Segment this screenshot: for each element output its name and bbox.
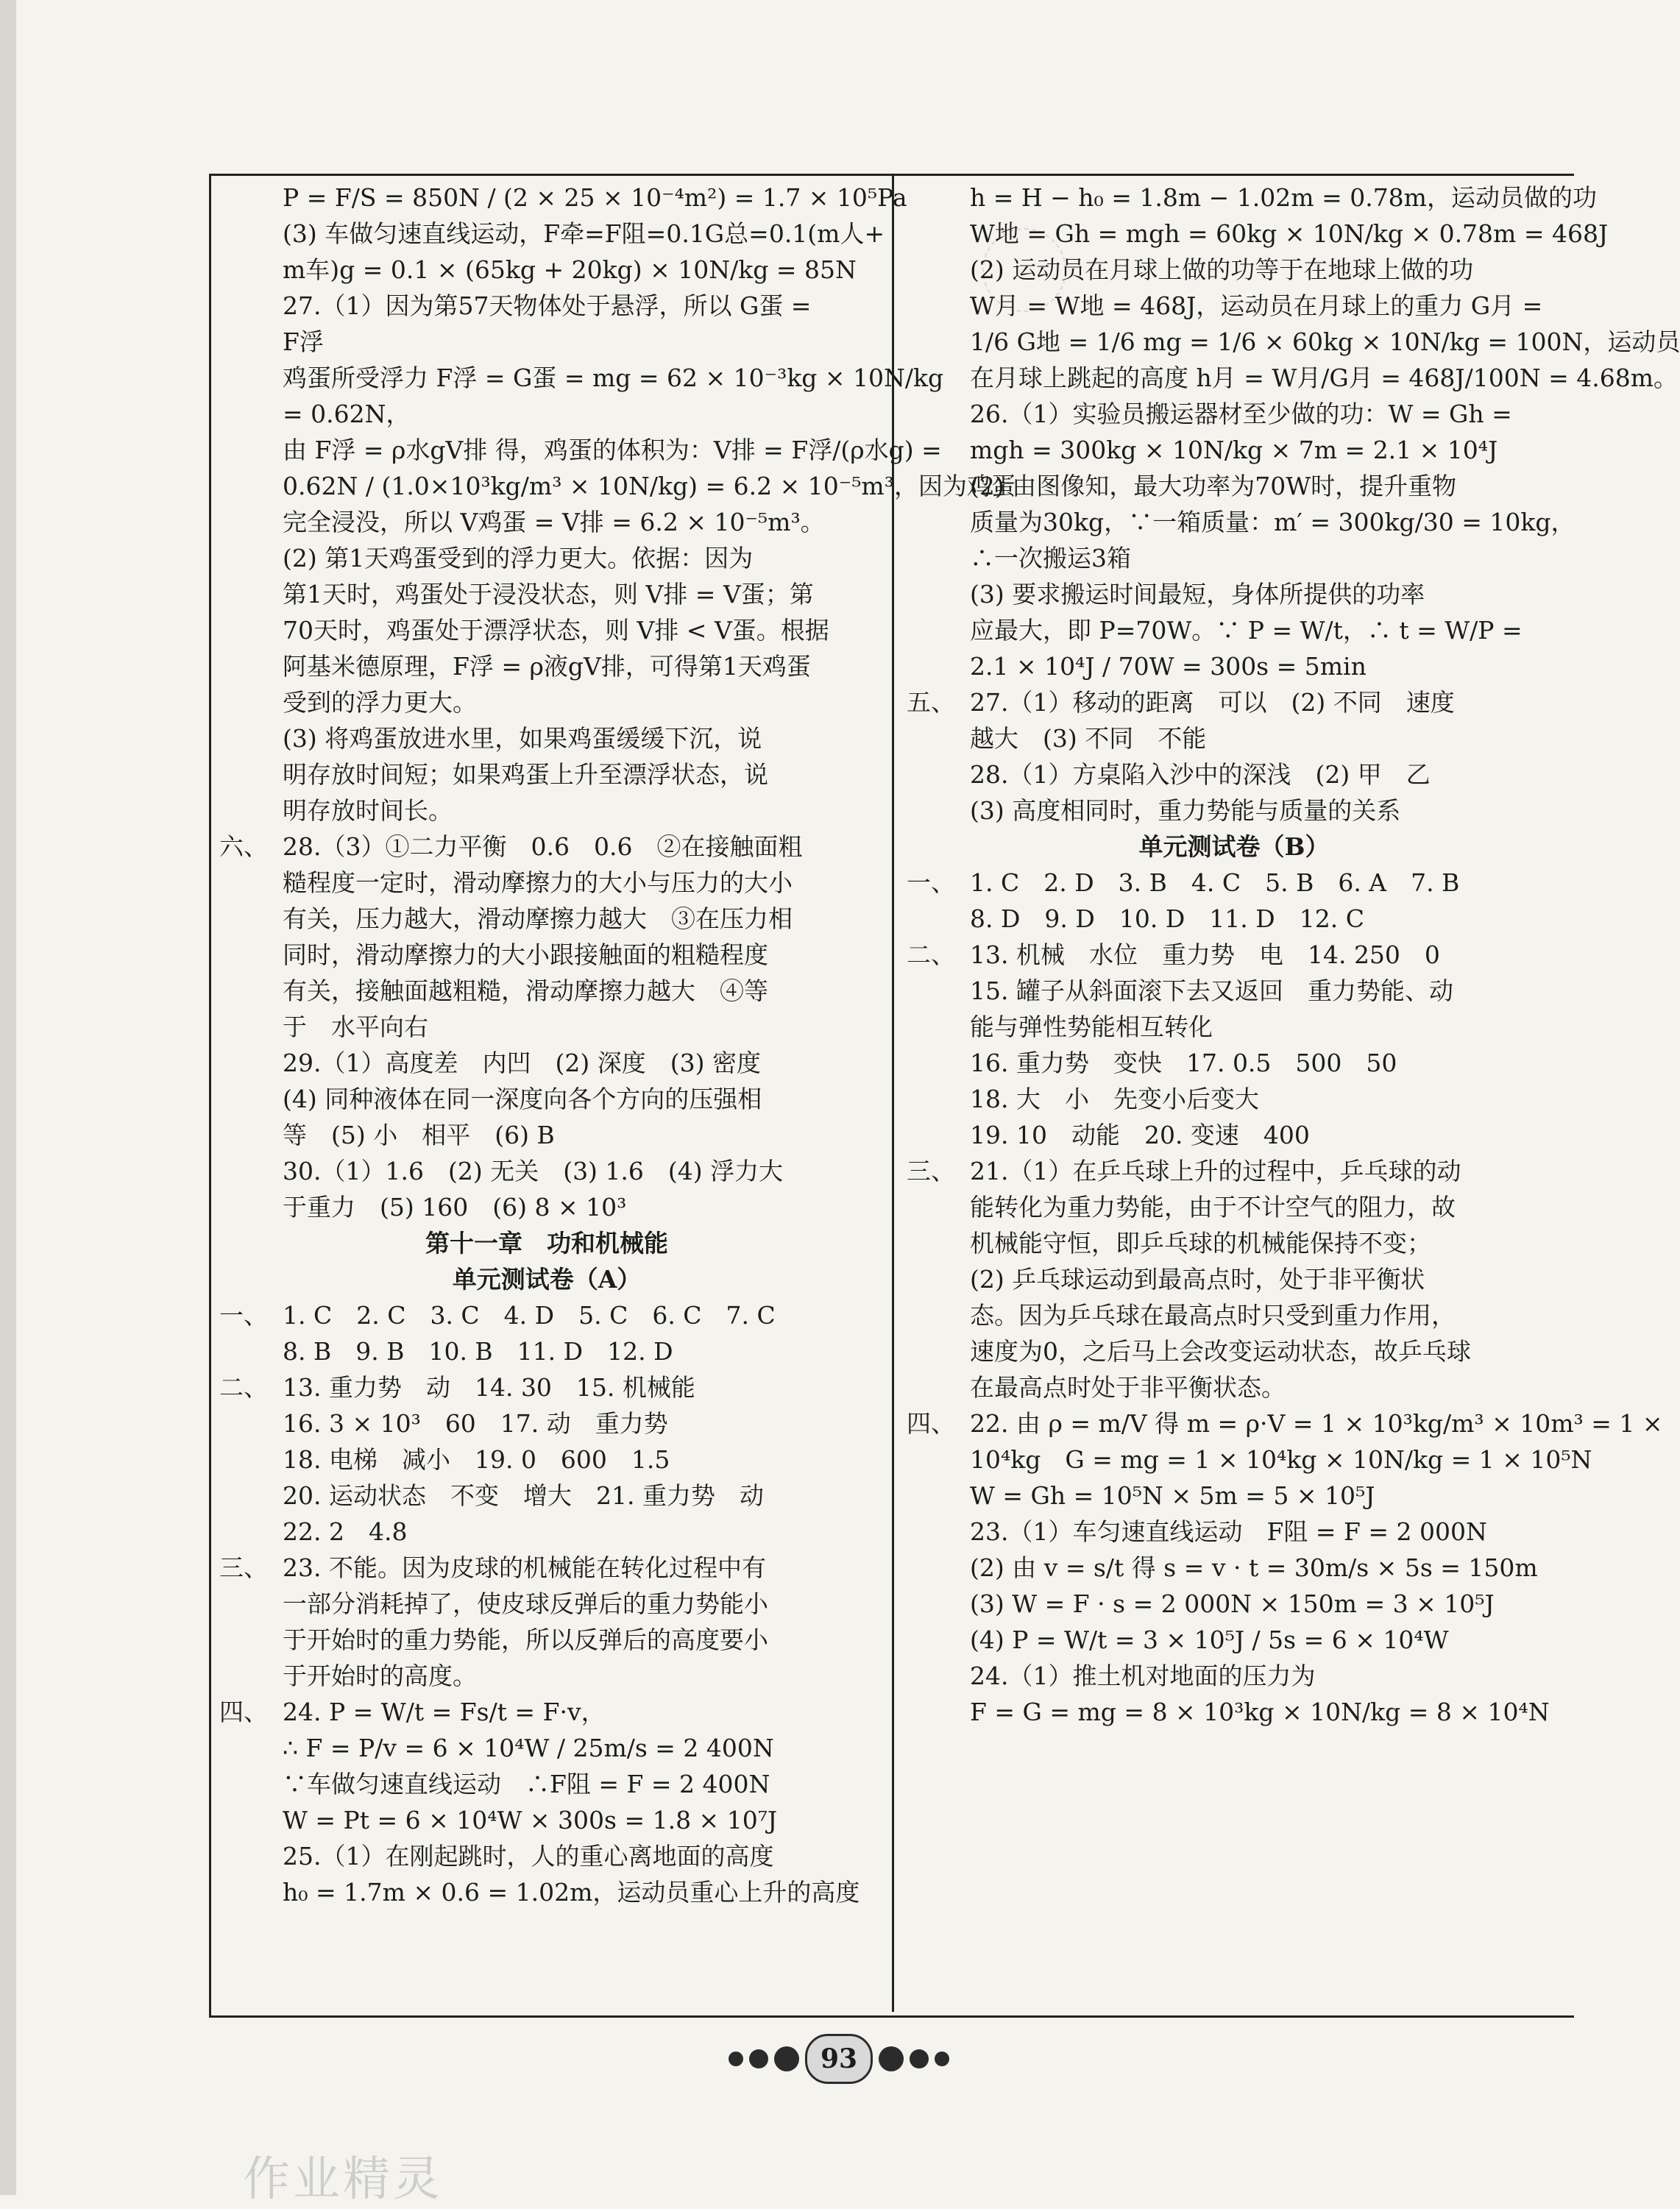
line-text: F浮	[283, 327, 324, 356]
line-text: 28.（3）①二力平衡 0.6 0.6 ②在接触面粗	[283, 832, 803, 861]
line-text: 22. 由 ρ = m/V 得 m = ρ·V = 1 × 10³kg/m³ × 10m³ = 1 ×	[970, 1409, 1663, 1438]
right-line	[907, 288, 1562, 324]
line-text: 25.（1）在刚起跳时，人的重心离地面的高度	[283, 1842, 774, 1871]
decor-dot	[910, 2049, 929, 2068]
line-text: 能与弹性势能相互转化	[970, 1013, 1213, 1041]
right-line	[907, 1586, 1562, 1622]
right-line	[907, 360, 1678, 396]
line-text: (4) P = W/t = 3 × 10⁵J / 5s = 6 × 10⁴W	[970, 1625, 1449, 1654]
line-text: 24.（1）推土机对地面的压力为	[970, 1662, 1316, 1690]
left-line	[219, 432, 942, 468]
right-line	[907, 504, 1576, 540]
decor-dot	[749, 2049, 768, 2068]
line-text: h = H − h₀ = 1.8m − 1.02m = 0.78m，运动员做的功	[970, 183, 1597, 212]
line-text: 27.（1）移动的距离 可以 (2) 不同 速度	[970, 688, 1455, 717]
line-text: 在最高点时处于非平衡状态。	[970, 1373, 1286, 1402]
right-line	[907, 1117, 1562, 1153]
line-text: 22. 2 4.8	[283, 1517, 408, 1546]
line-text: (2) 由 v = s/t 得 s = v · t = 30m/s × 5s = 150m	[970, 1553, 1538, 1582]
right-line	[907, 1045, 1562, 1081]
line-text: F = G = mg = 8 × 10³kg × 10N/kg = 8 × 10⁴N	[970, 1698, 1550, 1726]
line-text: 于重力 (5) 160 (6) 8 × 10³	[283, 1193, 627, 1221]
line-text: mgh = 300kg × 10N/kg × 7m = 2.1 × 10⁴J	[970, 436, 1498, 464]
line-text: (3) W = F · s = 2 000N × 150m = 3 × 10⁵J	[970, 1589, 1495, 1618]
line-text: 于 水平向右	[283, 1013, 428, 1041]
line-text: 21.（1）在乒乓球上升的过程中，乒乓球的动	[970, 1157, 1461, 1185]
line-text: 70天时，鸡蛋处于漂浮状态，则 V排 < V蛋。根据	[283, 616, 829, 645]
line-text: 1/6 G地 = 1/6 mg = 1/6 × 60kg × 10N/kg = 100N，运动员	[970, 327, 1680, 356]
line-text: 态。因为乒乓球在最高点时只受到重力作用，	[970, 1301, 1456, 1330]
line-text: (2) 第1天鸡蛋受到的浮力更大。依据：因为	[283, 544, 754, 572]
line-text: 2.1 × 10⁴J / 70W = 300s = 5min	[970, 652, 1367, 681]
right-line	[907, 756, 1562, 793]
left-line	[219, 1261, 874, 1297]
line-text: 8. D 9. D 10. D 11. D 12. C	[970, 904, 1364, 933]
left-line	[219, 1730, 874, 1766]
right-line	[907, 576, 1562, 612]
decor-dot	[879, 2046, 904, 2071]
line-text: 单元测试卷（B）	[1138, 832, 1330, 861]
line-text: W = Gh = 10⁵N × 5m = 5 × 10⁵J	[970, 1481, 1375, 1510]
line-text: m车)g = 0.1 × (65kg + 20kg) × 10N/kg = 85N	[283, 255, 857, 284]
line-text: 23.（1）车匀速直线运动 F阻 = F = 2 000N	[970, 1517, 1487, 1546]
line-text: W = Pt = 6 × 10⁴W × 300s = 1.8 × 10⁷J	[283, 1806, 778, 1834]
line-text: 明存放时间短；如果鸡蛋上升至漂浮状态，说	[283, 760, 768, 789]
left-line	[219, 1514, 874, 1550]
line-text: 18. 大 小 先变小后变大	[970, 1085, 1259, 1113]
left-line	[219, 1081, 874, 1117]
left-line	[219, 1838, 874, 1874]
left-line	[219, 973, 874, 1009]
right-line	[907, 1225, 1562, 1261]
left-line	[219, 540, 874, 576]
line-text: 受到的浮力更大。	[283, 688, 477, 717]
right-line	[907, 1622, 1562, 1658]
right-column	[907, 180, 1680, 1730]
line-text: 越大 (3) 不同 不能	[970, 724, 1207, 753]
section-marker: 二、	[907, 940, 955, 969]
left-line	[219, 937, 874, 973]
left-column	[219, 180, 1016, 1910]
decor-dot	[774, 2046, 799, 2071]
left-line	[219, 1405, 874, 1442]
right-line	[907, 829, 1562, 865]
left-line	[219, 1694, 874, 1730]
left-line	[219, 1153, 874, 1189]
left-line	[219, 216, 885, 252]
line-text: 质量为30kg，∵一箱质量：m′ = 300kg/30 = 10kg，	[970, 508, 1576, 536]
section-marker: 五、	[907, 688, 955, 717]
left-line	[219, 1442, 874, 1478]
line-text: 19. 10 动能 20. 变速 400	[970, 1121, 1310, 1149]
right-line	[907, 612, 1562, 648]
left-line	[219, 720, 874, 756]
left-line	[219, 1045, 874, 1081]
line-text: 于开始时的重力势能，所以反弹后的高度要小	[283, 1625, 768, 1654]
right-line	[907, 1189, 1562, 1225]
right-line	[907, 684, 1562, 720]
section-marker: 三、	[907, 1157, 955, 1185]
right-line	[907, 432, 1562, 468]
left-line	[219, 1225, 874, 1261]
right-line	[907, 1333, 1562, 1369]
left-line	[219, 612, 874, 648]
left-line	[219, 252, 874, 288]
line-text: 29.（1）高度差 内凹 (2) 深度 (3) 密度	[283, 1049, 761, 1077]
section-marker: 一、	[219, 1301, 268, 1330]
line-text: 30.（1）1.6 (2) 无关 (3) 1.6 (4) 浮力大	[283, 1157, 784, 1185]
left-line	[219, 504, 874, 540]
right-line	[907, 1694, 1562, 1730]
line-text: 第1天时，鸡蛋处于浸没状态，则 V排 = V蛋；第	[283, 580, 814, 609]
left-line	[219, 756, 874, 793]
right-line	[907, 901, 1562, 937]
left-line	[219, 1802, 874, 1838]
right-line	[907, 1261, 1562, 1297]
left-line	[219, 1009, 874, 1045]
line-text: ∴ F = P/v = 6 × 10⁴W / 25m/s = 2 400N	[283, 1734, 774, 1762]
right-line	[907, 720, 1562, 756]
left-line	[219, 1369, 874, 1405]
right-line	[907, 1153, 1562, 1189]
right-line	[907, 324, 1680, 360]
line-text: 15. 罐子从斜面滚下去又返回 重力势能、动	[970, 976, 1453, 1005]
left-line	[219, 1189, 874, 1225]
right-line	[907, 793, 1562, 829]
line-text: 24. P = W/t = Fs/t = F·v，	[283, 1698, 606, 1726]
right-line	[907, 216, 1609, 252]
section-marker: 三、	[219, 1553, 268, 1582]
right-line	[907, 1405, 1663, 1442]
left-line	[219, 1658, 874, 1694]
right-line	[907, 1369, 1562, 1405]
line-text: 一部分消耗掉了，使皮球反弹后的重力势能小	[283, 1589, 768, 1618]
line-text: W月 = W地 = 468J，运动员在月球上的重力 G月 =	[970, 291, 1543, 320]
left-line	[219, 793, 874, 829]
left-line	[219, 865, 874, 901]
line-text: 有关，压力越大，滑动摩擦力越大 ③在压力相	[283, 904, 793, 933]
left-line	[219, 360, 944, 396]
line-text: 能转化为重力势能，由于不计空气的阻力，故	[970, 1193, 1456, 1221]
line-text: 13. 机械 水位 重力势 电 14. 250 0	[970, 940, 1440, 969]
right-line	[907, 1081, 1562, 1117]
right-line	[907, 865, 1562, 901]
line-text: 在月球上跳起的高度 h月 = W月/G月 = 468J/100N = 4.68m。	[970, 364, 1678, 392]
decor-dot	[935, 2052, 949, 2066]
left-line	[219, 901, 874, 937]
left-line	[219, 468, 1016, 504]
left-line	[219, 1766, 874, 1802]
left-line	[219, 1550, 874, 1586]
line-text: 23. 不能。因为皮球的机械能在转化过程中有	[283, 1553, 766, 1582]
page-edge-shadow	[0, 0, 16, 2195]
decor-dot	[729, 2052, 743, 2066]
section-marker: 二、	[219, 1373, 268, 1402]
line-text: (3) 将鸡蛋放进水里，如果鸡蛋缓缓下沉，说	[283, 724, 762, 753]
line-text: (3) 高度相同时，重力势能与质量的关系	[970, 796, 1401, 825]
left-line	[219, 1586, 874, 1622]
line-text: 13. 重力势 动 14. 30 15. 机械能	[283, 1373, 695, 1402]
line-text: (2) 乒乓球运动到最高点时，处于非平衡状	[970, 1265, 1425, 1294]
right-line	[907, 1478, 1562, 1514]
left-line	[219, 180, 907, 216]
line-text: 速度为0，之后马上会改变运动状态，故乒乓球	[970, 1337, 1471, 1366]
right-line	[907, 468, 1562, 504]
line-text: 27.（1）因为第57天物体处于悬浮，所以 G蛋 =	[283, 291, 812, 320]
line-text: 8. B 9. B 10. B 11. D 12. D	[283, 1337, 673, 1366]
line-text: 有关，接触面越粗糙，滑动摩擦力越大 ④等	[283, 976, 768, 1005]
line-text: 应最大，即 P=70W。∵ P = W/t，∴ t = W/P =	[970, 616, 1523, 645]
section-marker: 四、	[219, 1698, 268, 1726]
right-line	[907, 252, 1562, 288]
page-number-bar	[684, 2033, 993, 2085]
left-line	[219, 1333, 874, 1369]
watermark: 作业精灵	[243, 2152, 443, 2207]
line-text: 16. 重力势 变快 17. 0.5 500 50	[970, 1049, 1397, 1077]
line-text: 10⁴kg G = mg = 1 × 10⁴kg × 10N/kg = 1 × 10⁵N	[970, 1445, 1592, 1474]
line-text: (3) 要求搬运时间最短，身体所提供的功率	[970, 580, 1425, 609]
left-line	[219, 684, 874, 720]
line-text: 于开始时的高度。	[283, 1662, 477, 1690]
left-line	[219, 288, 874, 324]
line-text: 阿基米德原理，F浮 = ρ液gV排，可得第1天鸡蛋	[283, 652, 811, 681]
line-text: 26.（1）实验员搬运器材至少做的功：W = Gh =	[970, 400, 1512, 428]
page-number: 93	[805, 2034, 873, 2084]
right-line	[907, 1297, 1562, 1333]
line-text: 28.（1）方桌陷入沙中的深浅 (2) 甲 乙	[970, 760, 1431, 789]
line-text: ∴一次搬运3箱	[970, 544, 1131, 572]
line-text: 0.62N / (1.0×10³kg/m³ × 10N/kg) = 6.2 × 10⁻⁵m³，因为鸡蛋	[283, 472, 1016, 500]
line-text: (2) 由图像知，最大功率为70W时，提升重物	[970, 472, 1457, 500]
line-text: P = F/S = 850N / (2 × 25 × 10⁻⁴m²) = 1.7 × 10⁵Pa	[283, 183, 907, 212]
section-marker: 六、	[219, 832, 268, 861]
line-text: 由 F浮 = ρ水gV排 得，鸡蛋的体积为：V排 = F浮/(ρ水g) =	[283, 436, 942, 464]
line-text: 同时，滑动摩擦力的大小跟接触面的粗糙程度	[283, 940, 768, 969]
left-line	[219, 648, 874, 684]
left-line	[219, 1874, 874, 1910]
left-line	[219, 324, 874, 360]
section-marker: 四、	[907, 1409, 955, 1438]
line-text: 第十一章 功和机械能	[425, 1229, 668, 1258]
line-text: (3) 车做匀速直线运动，F牵=F阻=0.1G总=0.1(m人+	[283, 219, 885, 248]
line-text: 糙程度一定时，滑动摩擦力的大小与压力的大小	[283, 868, 793, 897]
line-text: 20. 运动状态 不变 增大 21. 重力势 动	[283, 1481, 764, 1510]
left-line	[219, 829, 874, 865]
right-line	[907, 937, 1562, 973]
line-text: 16. 3 × 10³ 60 17. 动 重力势	[283, 1409, 668, 1438]
line-text: 明存放时间长。	[283, 796, 453, 825]
line-text: 18. 电梯 减小 19. 0 600 1.5	[283, 1445, 670, 1474]
left-line	[219, 396, 874, 432]
left-line	[219, 1117, 874, 1153]
line-text: ∵车做匀速直线运动 ∴F阻 = F = 2 400N	[283, 1770, 770, 1798]
line-text: 机械能守恒，即乒乓球的机械能保持不变；	[970, 1229, 1431, 1258]
right-line	[907, 180, 1597, 216]
right-line	[907, 648, 1562, 684]
line-text: 1. C 2. D 3. B 4. C 5. B 6. A 7. B	[970, 868, 1460, 897]
section-marker: 一、	[907, 868, 955, 897]
line-text: h₀ = 1.7m × 0.6 = 1.02m，运动员重心上升的高度	[283, 1878, 860, 1907]
line-text: = 0.62N，	[283, 400, 411, 428]
left-line	[219, 1622, 874, 1658]
line-text: 单元测试卷（A）	[452, 1265, 642, 1294]
line-text: 完全浸没，所以 V鸡蛋 = V排 = 6.2 × 10⁻⁵m³。	[283, 508, 825, 536]
right-line	[907, 540, 1562, 576]
right-line	[907, 1514, 1562, 1550]
left-line	[219, 1297, 874, 1333]
right-line	[907, 1442, 1592, 1478]
line-text: 1. C 2. C 3. C 4. D 5. C 6. C 7. C	[283, 1301, 776, 1330]
left-line	[219, 1478, 874, 1514]
line-text: 鸡蛋所受浮力 F浮 = G蛋 = mg = 62 × 10⁻³kg × 10N/kg	[283, 364, 944, 392]
right-line	[907, 1009, 1562, 1045]
right-line	[907, 1550, 1562, 1586]
line-text: W地 = Gh = mgh = 60kg × 10N/kg × 0.78m = 468J	[970, 219, 1609, 248]
left-line	[219, 576, 874, 612]
right-line	[907, 1658, 1562, 1694]
line-text: (4) 同种液体在同一深度向各个方向的压强相	[283, 1085, 762, 1113]
right-line	[907, 396, 1562, 432]
line-text: (2) 运动员在月球上做的功等于在地球上做的功	[970, 255, 1474, 284]
line-text: 等 (5) 小 相平 (6) B	[283, 1121, 555, 1149]
right-line	[907, 973, 1562, 1009]
